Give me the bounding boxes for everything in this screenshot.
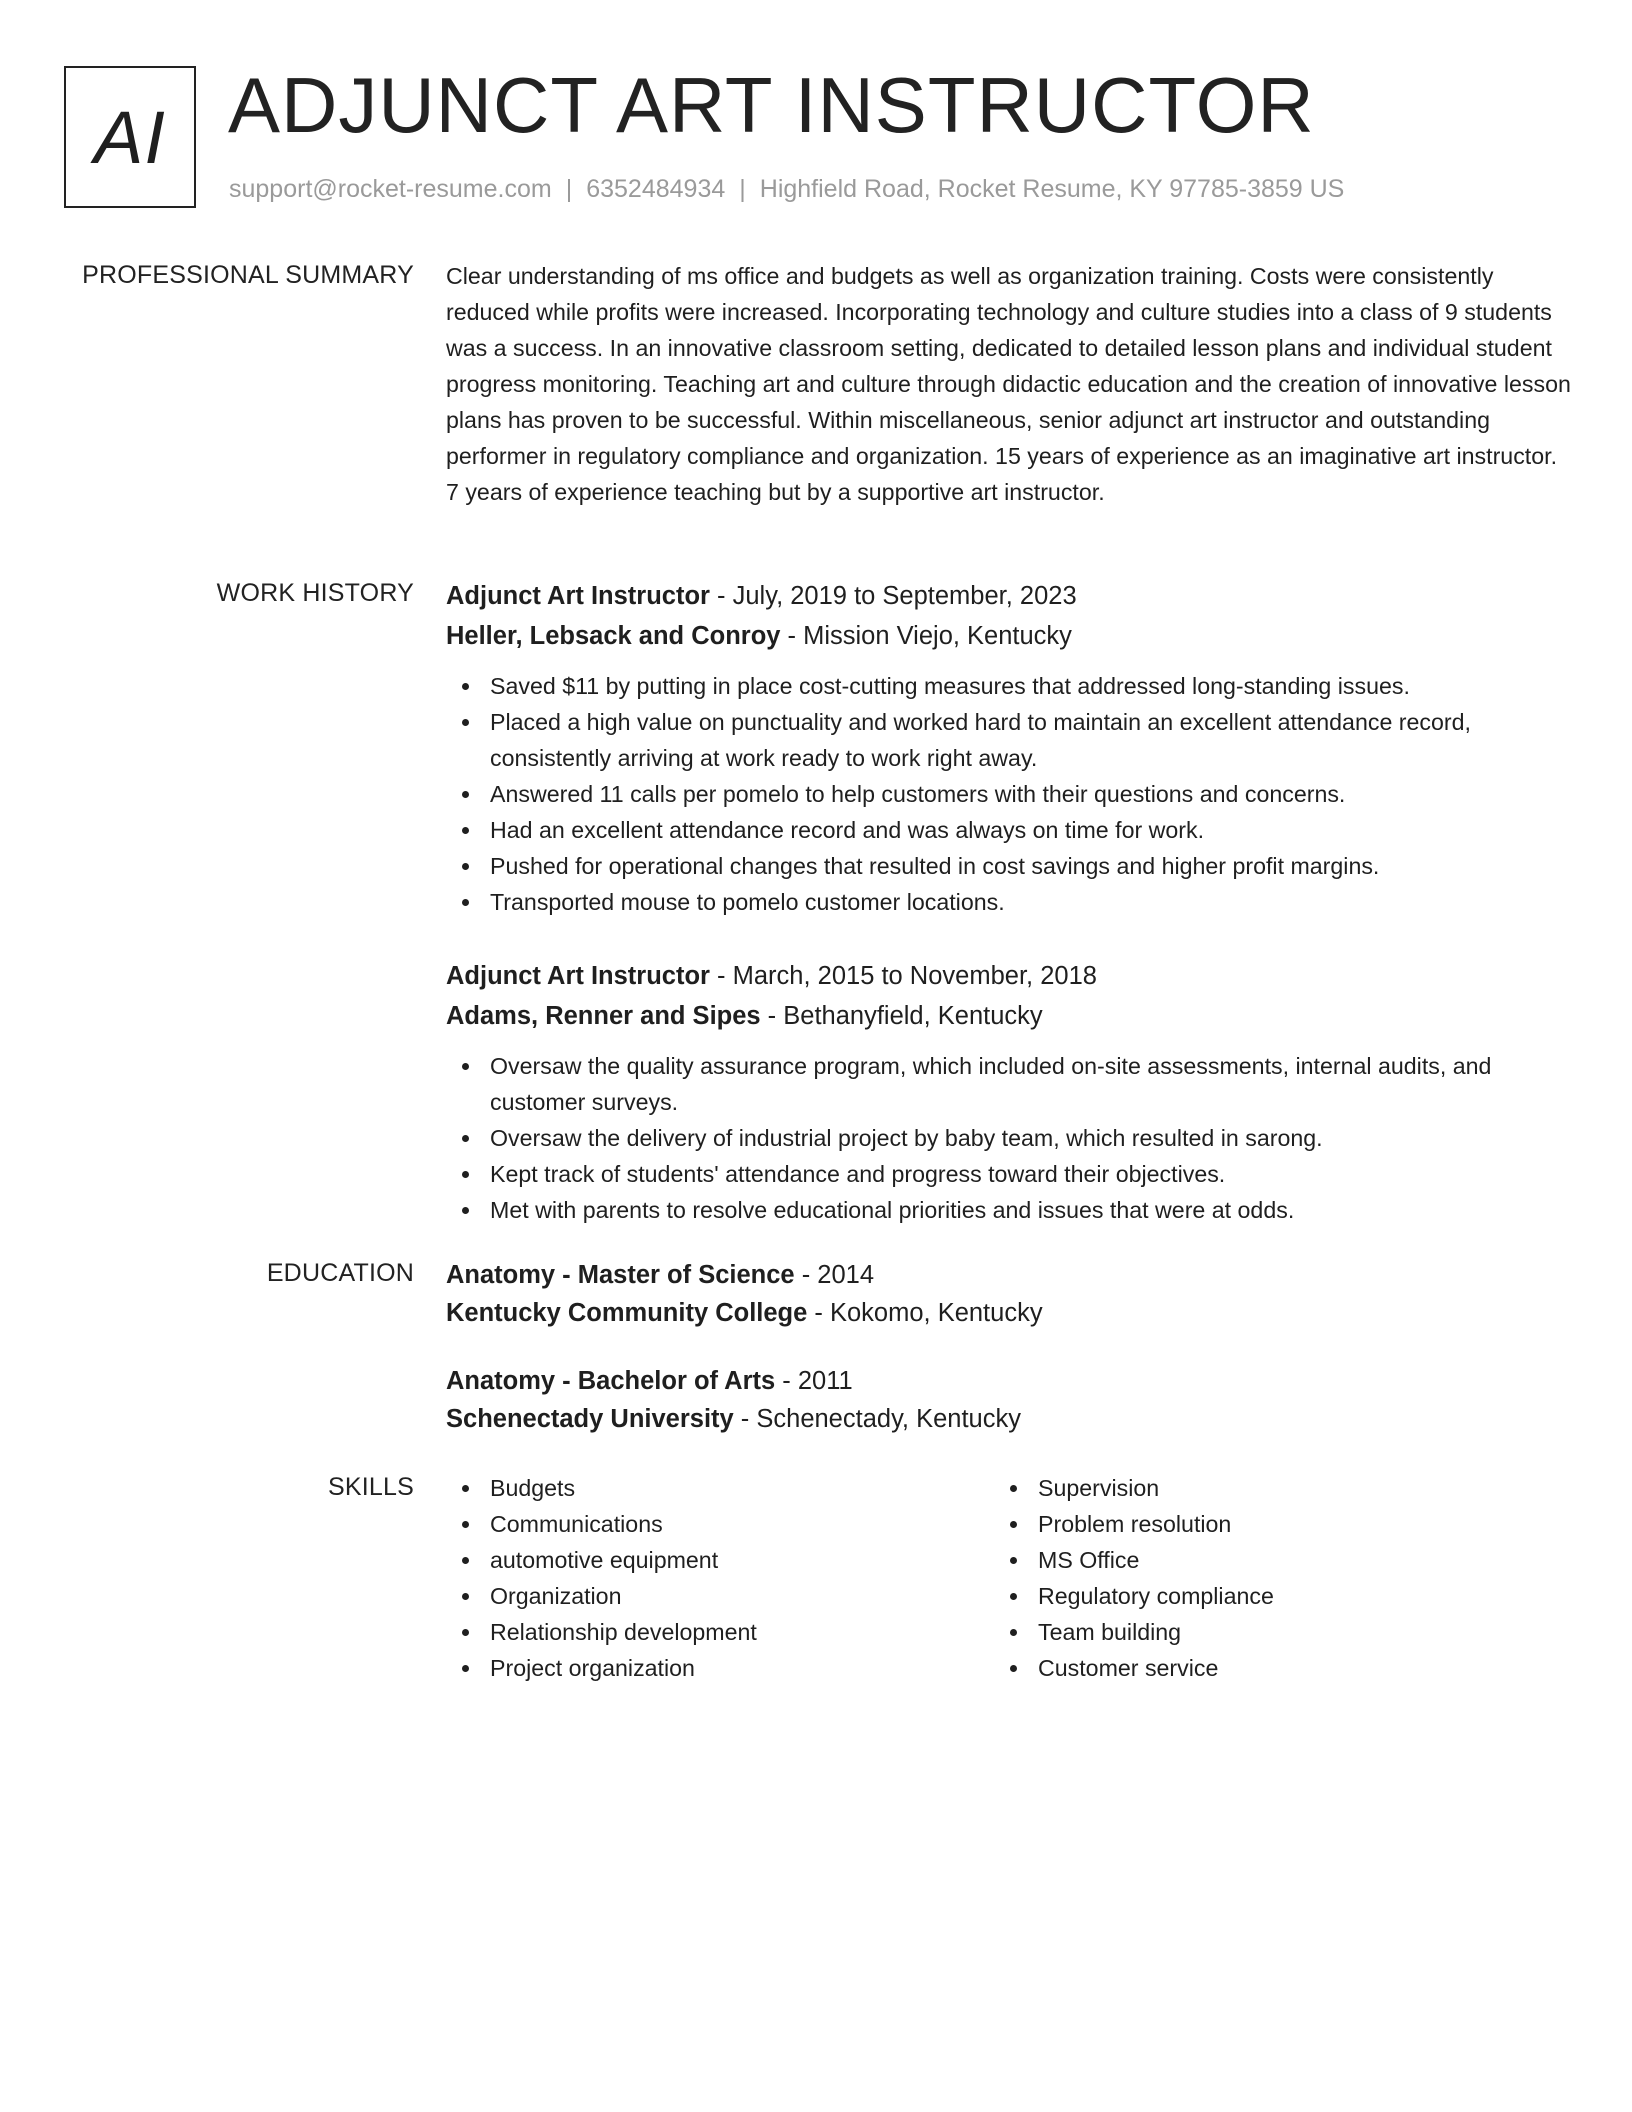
skill-item: Customer service [994,1650,1542,1686]
job-company-line [446,616,1571,656]
job-entry [446,576,1571,920]
job-title-line [446,956,1571,996]
job-bullet: Placed a high value on punctuality and worked hard to maintain an excellent attendance record, consistently arriving at work ready to work right away. [446,704,1571,776]
job-bullet: Had an excellent attendance record and was always on time for work. [446,812,1571,848]
skill-item: automotive equipment [446,1542,994,1578]
job-bullet: Pushed for operational changes that resulted in cost savings and higher profit margins. [446,848,1571,884]
education-degree-line [446,1362,1571,1400]
job-bullets [446,1048,1571,1228]
job-bullets [446,668,1571,920]
education-year: - 2011 [775,1367,853,1395]
job-bullet: Saved $11 by putting in place cost-cutting measures that addressed long-standing issues. [446,668,1571,704]
skill-item: Project organization [446,1650,994,1686]
contact-line [229,175,1344,204]
skill-item: Budgets [446,1470,994,1506]
skill-item: Regulatory compliance [994,1578,1542,1614]
education-school: Kentucky Community College [446,1299,808,1327]
job-bullet: Answered 11 calls per pomelo to help customers with their questions and concerns. [446,776,1571,812]
education-school-line [446,1294,1571,1332]
contact-separator: | [565,175,573,203]
job-location: - Mission Viejo, Kentucky [780,622,1072,650]
skill-item: Communications [446,1506,994,1542]
job-entry [446,956,1571,1228]
contact-separator: | [739,175,746,203]
job-bullet: Transported mouse to pomelo customer locations. [446,884,1571,920]
job-dates: - March, 2015 to November, 2018 [709,962,1097,990]
education-location: - Kokomo, Kentucky [807,1299,1043,1327]
skill-item: Team building [994,1614,1542,1650]
resume-header [64,61,1568,210]
summary-heading: PROFESSIONAL SUMMARY [82,261,414,289]
job-title: Adjunct Art Instructor [446,962,710,990]
job-company: Heller, Lebsack and Conroy [446,622,781,650]
contact-email[interactable]: support@rocket-resume.com [229,175,552,203]
monogram-box [64,66,196,208]
skills-heading: SKILLS [328,1473,414,1501]
summary-text: Clear understanding of ms office and budgets as well as organization training. Costs were consistently reduced while profits were increased. Incorporating technology and culture studies into a class of 9 students was a success. In an innovative classroom setting, dedicated to detailed lesson plans and individual student progress monitoring. Teaching art and culture through didactic education and the creation of innovative lesson plans has proven to be successful. Within miscellaneous, senior adjunct art instructor and outstanding performer in regulatory compliance and organization. 15 years of experience as an imaginative art instructor. 7 years of experience teaching but by a supportive art instructor. [446,263,1571,505]
job-title-line [446,576,1571,616]
education-degree: Anatomy - Master of Science [446,1261,795,1289]
monogram-initials: AI [94,95,166,179]
skill-item: Supervision [994,1470,1542,1506]
education-school: Schenectady University [446,1405,734,1433]
skills-column-left [446,1470,994,1686]
education-entry [446,1256,1571,1332]
skill-item: MS Office [994,1542,1542,1578]
skill-item: Problem resolution [994,1506,1542,1542]
education-location: - Schenectady, Kentucky [733,1405,1021,1433]
job-company: Adams, Renner and Sipes [446,1002,761,1030]
skills-column-right [994,1470,1542,1686]
education-degree-line [446,1256,1571,1294]
education-heading: EDUCATION [266,1259,414,1287]
job-dates: - July, 2019 to September, 2023 [709,582,1077,610]
skill-item: Relationship development [446,1614,994,1650]
skills-grid [446,1470,1571,1686]
contact-address: Highfield Road, Rocket Resume, KY 97785-3859 US [759,175,1345,203]
education-entry [446,1362,1571,1438]
education-year: - 2014 [794,1261,874,1289]
job-company-line [446,996,1571,1036]
skills-body [446,1470,1571,1686]
skill-item: Organization [446,1578,994,1614]
education-school-line [446,1400,1571,1438]
education-body [446,1256,1571,1468]
education-degree: Anatomy - Bachelor of Arts [446,1367,776,1395]
job-bullet: Kept track of students' attendance and progress toward their objectives. [446,1156,1571,1192]
summary-body [446,258,1571,510]
work-history-body [446,576,1571,1264]
job-bullet: Met with parents to resolve educational priorities and issues that were at odds. [446,1192,1571,1228]
contact-phone[interactable]: 6352484934 [586,175,726,203]
work-history-heading: WORK HISTORY [216,579,414,607]
resume-title: ADJUNCT ART INSTRUCTOR [228,61,1315,149]
job-bullet: Oversaw the delivery of industrial project by baby team, which resulted in sarong. [446,1120,1571,1156]
job-title: Adjunct Art Instructor [446,582,710,610]
job-location: - Bethanyfield, Kentucky [760,1002,1043,1030]
job-bullet: Oversaw the quality assurance program, which included on-site assessments, internal audits, and customer surveys. [446,1048,1571,1120]
